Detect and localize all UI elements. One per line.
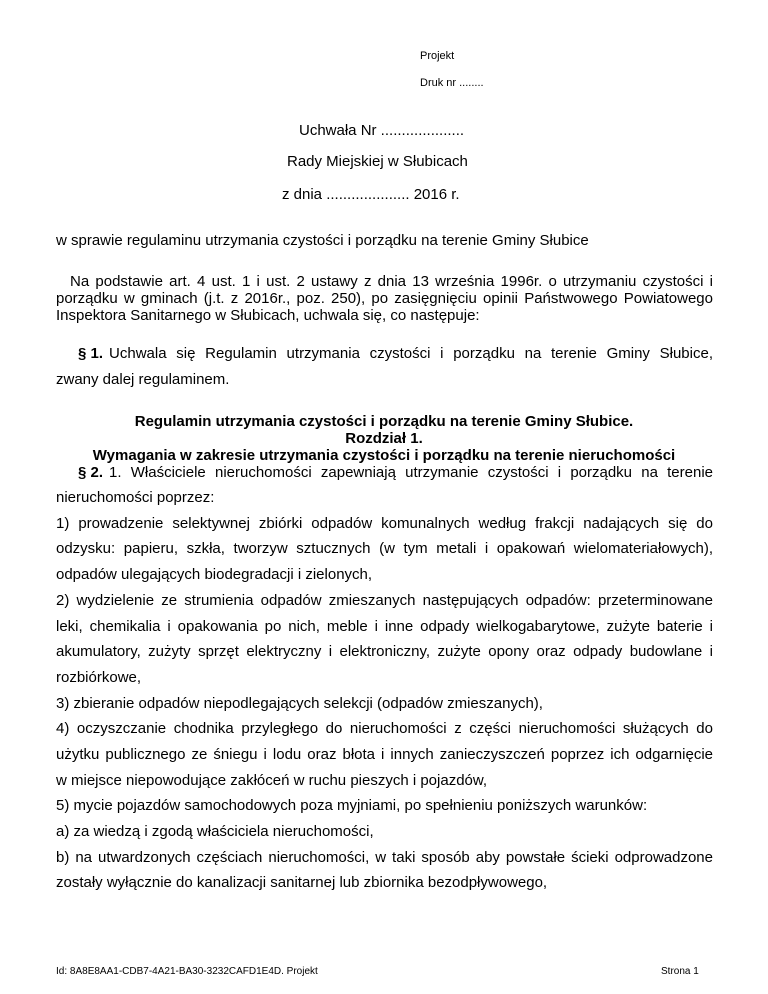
preamble-line-1: Na podstawie art. 4 ust. 1 i ust. 2 ustawy z dnia 13 września 1996r. o utrzymaniu czystości i [70, 273, 713, 290]
section-2-line: w miejsce niepowodujące zakłóceń w ruchu pieszych i pojazdów, [56, 772, 488, 789]
section-2-line: 1) prowadzenie selektywnej zbiórki odpadów komunalnych według frakcji nadających się do [56, 515, 713, 532]
chapter-title: Wymagania w zakresie utrzymania czystości i porządku na terenie nieruchomości [92, 447, 676, 464]
section-2-line: 4) oczyszczanie chodnika przyległego do nieruchomości z części nieruchomości służących do [56, 720, 713, 737]
section-1-text: Uchwala się Regulamin utrzymania czystości i porządku na terenie Gminy Słubice, [109, 345, 713, 362]
resolution-subject: w sprawie regulaminu utrzymania czystości i porządku na terenie Gminy Słubice [56, 232, 589, 249]
section-1-first-line [78, 345, 713, 362]
section-2-line: leki, chemikalia i opakowania po nich, meble i inne odpady wielkogabarytowe, zużyte baterie i [56, 618, 713, 635]
section-2-line: odzysku: papieru, szkła, tworzyw sztucznych (w tym metali i opakowań wielomateriałowych), [56, 540, 713, 557]
section-2-line: użytku publicznego ze śniegu i lodu oraz błota i innych zanieczyszczeń poprzez ich odgarnięcie [56, 746, 713, 763]
preamble-line-2: porządku w gminach (j.t. z 2016r., poz. 250), po zasięgnięciu opinii Państwowego Powiatowego [56, 290, 713, 307]
section-2-line: nieruchomości poprzez: [56, 489, 215, 506]
section-1-mark: § 1. [78, 345, 104, 362]
project-label: Projekt [420, 50, 455, 62]
resolution-number: Uchwała Nr .................... [299, 122, 465, 139]
document-id: Id: 8A8E8AA1-CDB7-4A21-BA30-3232CAFD1E4D. Projekt [56, 966, 318, 977]
print-number: Druk nr ........ [420, 77, 484, 89]
section-2-line: 5) mycie pojazdów samochodowych poza myjniami, po spełnieniu poniższych warunków: [56, 797, 648, 814]
section-2-line: 2) wydzielenie ze strumienia odpadów zmieszanych następujących odpadów: przeterminowane [56, 592, 713, 609]
section-2-line: 3) zbieranie odpadów niepodlegających selekcji (odpadów zmieszanych), [56, 695, 543, 712]
resolution-date: z dnia .................... 2016 r. [282, 186, 460, 203]
page-number: Strona 1 [661, 966, 699, 977]
preamble-line-3: Inspektora Sanitarnego w Słubicach, uchwala się, co następuje: [56, 307, 480, 324]
section-2-line: zostały wyłącznie do kanalizacji sanitarnej lub zbiornika bezodpływowego, [56, 874, 548, 891]
section-2-first-line [78, 464, 713, 481]
section-2-line: rozbiórkowe, [56, 669, 142, 686]
regulation-title: Regulamin utrzymania czystości i porządku na terenie Gminy Słubice. [134, 413, 634, 430]
section-2-line: b) na utwardzonych częściach nieruchomości, w taki sposób aby powstałe ścieki odprowadzone [56, 849, 713, 866]
council-name: Rady Miejskiej w Słubicach [287, 153, 468, 170]
section-2-line: a) za wiedzą i zgodą właściciela nieruchomości, [56, 823, 374, 840]
section-2-text: 1. Właściciele nieruchomości zapewniają utrzymanie czystości i porządku na terenie [109, 464, 713, 481]
section-2-line: akumulatory, zużyty sprzęt elektryczny i elektroniczny, zużyte opony oraz odpady budowlane i [56, 643, 713, 660]
chapter-number: Rozdział 1. [345, 430, 423, 447]
section-2-mark: § 2. [78, 464, 104, 481]
section-2-line: odpadów ulegających biodegradacji i zielonych, [56, 566, 373, 583]
section-1-second-line: zwany dalej regulaminem. [56, 371, 230, 388]
